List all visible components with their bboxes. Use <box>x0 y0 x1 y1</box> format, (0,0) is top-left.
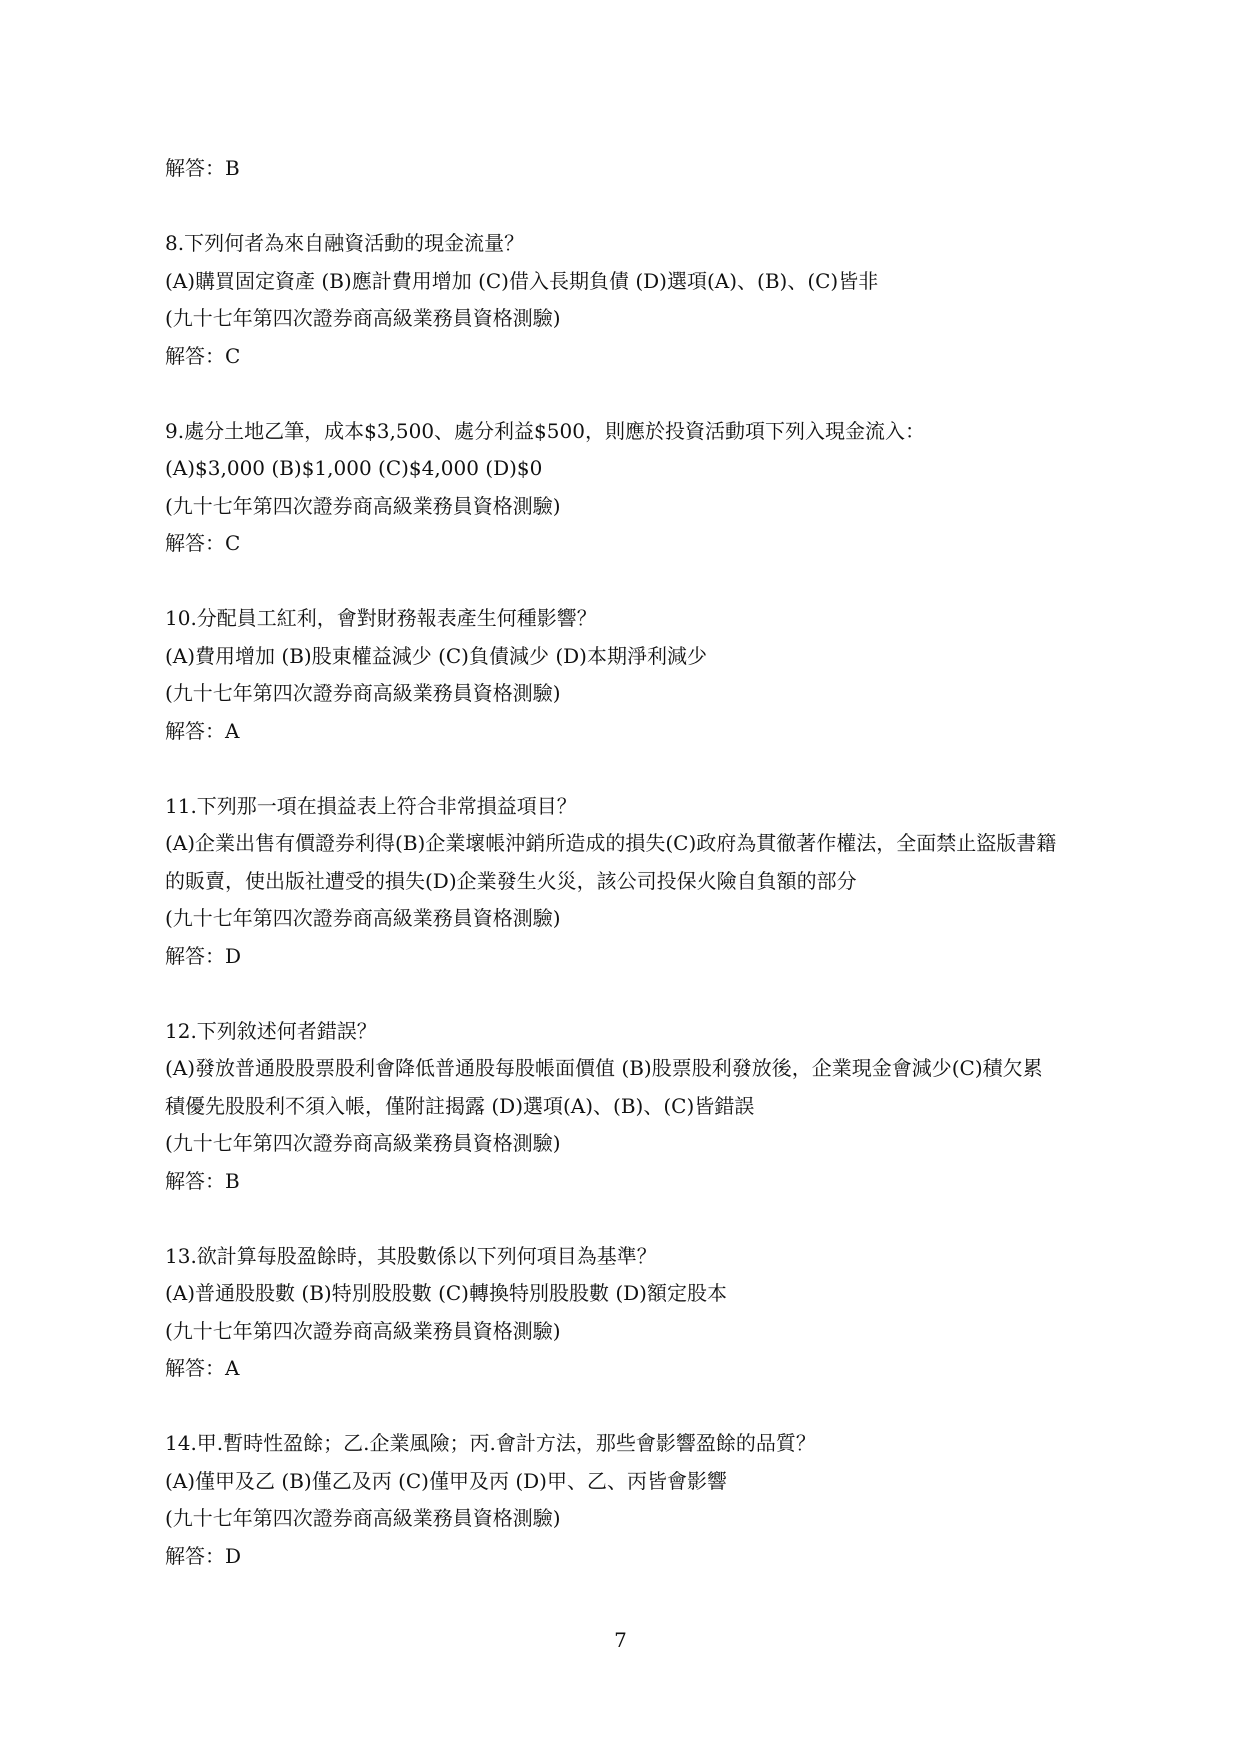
question-list <box>165 150 1085 1575</box>
question-source: (九十七年第四次證券商高級業務員資格測驗) <box>165 681 561 705</box>
question-answer: 解答：A <box>165 718 240 743</box>
question-options-line-1: (A)發放普通股股票股利會降低普通股每股帳面價值 (B)股票股利發放後，企業現金會減少(C)積欠累 <box>165 1056 1043 1080</box>
question-text: 8.下列何者為來自融資活動的現金流量？ <box>165 231 525 255</box>
question-source: (九十七年第四次證券商高級業務員資格測驗) <box>165 1318 561 1343</box>
question-options-line-1: (A)企業出售有價證券利得(B)企業壞帳沖銷所造成的損失(C)政府為貫徹著作權法，全面禁止盜版書籍 <box>165 831 1057 855</box>
question-source: (九十七年第四次證券商高級業務員資格測驗) <box>165 493 561 518</box>
question-answer: 解答：D <box>165 1543 242 1568</box>
leading-answer: 解答：B <box>165 156 240 180</box>
question-text: 10.分配員工紅利，會對財務報表產生何種影響？ <box>165 606 597 630</box>
question-block-13 <box>165 1238 1085 1388</box>
question-source: (九十七年第四次證券商高級業務員資格測驗) <box>165 306 561 330</box>
question-block-8 <box>165 225 1085 375</box>
question-block-11 <box>165 788 1085 976</box>
question-answer: 解答：C <box>165 531 241 555</box>
question-options: (A)普通股股數 (B)特別股股數 (C)轉換特別股股數 (D)額定股本 <box>165 1281 727 1305</box>
question-options: (A)費用增加 (B)股東權益減少 (C)負債減少 (D)本期淨利減少 <box>165 643 707 668</box>
spacer <box>165 188 1085 226</box>
spacer <box>165 975 1085 1013</box>
question-text: 9.處分土地乙筆，成本$3,500、處分利益$500，則應於投資活動項下列入現金流入： <box>165 418 925 443</box>
spacer <box>165 1388 1085 1426</box>
question-source: (九十七年第四次證券商高級業務員資格測驗) <box>165 1506 561 1530</box>
spacer <box>165 1200 1085 1238</box>
question-answer: 解答：A <box>165 1356 240 1380</box>
question-block-14 <box>165 1425 1085 1575</box>
question-options: (A)購買固定資產 (B)應計費用增加 (C)借入長期負債 (D)選項(A)、(B)、(C)皆非 <box>165 268 879 293</box>
question-text: 11.下列那一項在損益表上符合非常損益項目？ <box>165 793 577 818</box>
spacer <box>165 563 1085 601</box>
spacer <box>165 375 1085 413</box>
question-text: 14.甲.暫時性盈餘；乙.企業風險；丙.會計方法，那些會影響盈餘的品質？ <box>165 1431 816 1455</box>
question-options-line-2: 的販賣，使出版社遭受的損失(D)企業發生火災，該公司投保火險自負額的部分 <box>165 868 857 893</box>
question-options: (A)$3,000 (B)$1,000 (C)$4,000 (D)$0 <box>165 456 543 480</box>
question-block-9 <box>165 413 1085 563</box>
spacer <box>165 750 1085 788</box>
question-answer: 解答：B <box>165 1168 240 1193</box>
question-answer: 解答：C <box>165 343 241 368</box>
question-answer: 解答：D <box>165 943 242 968</box>
question-options-line-2: 積優先股股利不須入帳，僅附註揭露 (D)選項(A)、(B)、(C)皆錯誤 <box>165 1093 755 1118</box>
question-block-12 <box>165 1013 1085 1201</box>
page-number: 7 <box>614 1628 627 1652</box>
question-text: 13.欲計算每股盈餘時，其股數係以下列何項目為基準？ <box>165 1243 657 1268</box>
question-source: (九十七年第四次證券商高級業務員資格測驗) <box>165 906 561 930</box>
question-block-10 <box>165 600 1085 750</box>
question-text: 12.下列敘述何者錯誤？ <box>165 1018 377 1043</box>
question-options: (A)僅甲及乙 (B)僅乙及丙 (C)僅甲及丙 (D)甲、乙、丙皆會影響 <box>165 1468 727 1493</box>
question-source: (九十七年第四次證券商高級業務員資格測驗) <box>165 1131 561 1155</box>
